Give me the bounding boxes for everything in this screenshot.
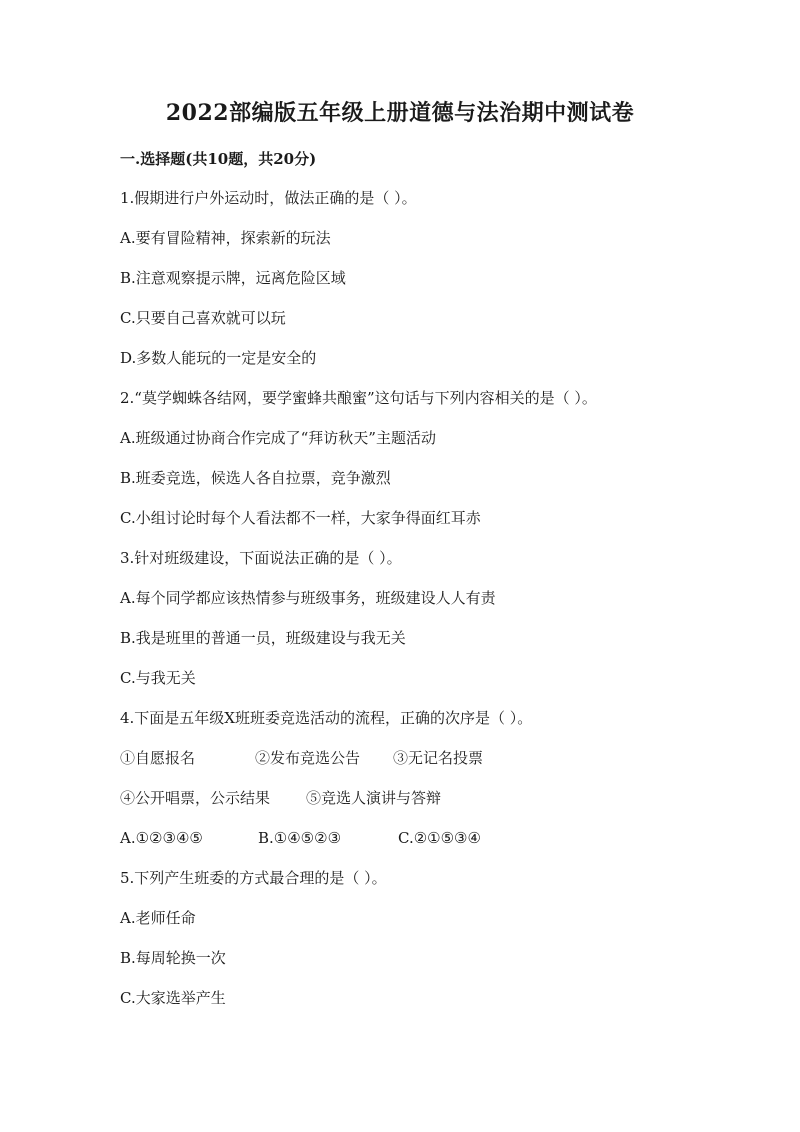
page-title: 2022部编版五年级上册道德与法治期中测试卷 — [165, 100, 635, 126]
question-1-stem: 1.假期进行户外运动时，做法正确的是（ ）。 — [120, 189, 417, 207]
question-3-option-c: C.与我无关 — [120, 669, 196, 687]
question-1-option-b: B.注意观察提示牌，远离危险区域 — [120, 269, 346, 287]
question-5-stem: 5.下列产生班委的方式最合理的是（ ）。 — [120, 869, 387, 887]
question-list — [120, 188, 720, 1028]
section-heading: 一.选择题(共10题，共20分) — [120, 150, 317, 168]
question-3-option-a: A.每个同学都应该热情参与班级事务，班级建设人人有责 — [120, 589, 496, 607]
question-2-option-a: A.班级通过协商合作完成了“拜访秋天”主题活动 — [120, 429, 436, 447]
question-4-stem: 4.下面是五年级X班班委竞选活动的流程，正确的次序是（ ）。 — [120, 709, 533, 727]
question-1-option-a: A.要有冒险精神，探索新的玩法 — [120, 229, 331, 247]
question-4-option-b: B.①④⑤②③ — [258, 829, 342, 847]
question-2-option-b: B.班委竞选，候选人各自拉票，竞争激烈 — [120, 469, 391, 487]
question-2-stem: 2.“莫学蜘蛛各结网，要学蜜蜂共酿蜜”这句话与下列内容相关的是（ ）。 — [120, 389, 597, 407]
question-5-option-a: A.老师任命 — [120, 909, 196, 927]
question-4-options — [120, 828, 720, 868]
question-3-option-b: B.我是班里的普通一员，班级建设与我无关 — [120, 629, 406, 647]
step-item: ①自愿报名 — [120, 749, 196, 767]
step-item: ④公开唱票，公示结果 — [120, 789, 271, 807]
step-item: ③无记名投票 — [393, 749, 484, 767]
question-5-option-c: C.大家选举产生 — [120, 989, 226, 1007]
question-4-steps-row-2 — [120, 788, 720, 828]
question-2-option-c: C.小组讨论时每个人看法都不一样，大家争得面红耳赤 — [120, 509, 481, 527]
question-5-option-b: B.每周轮换一次 — [120, 949, 226, 967]
question-4-option-c: C.②①⑤③④ — [398, 829, 481, 847]
step-item: ②发布竞选公告 — [255, 749, 361, 767]
step-item: ⑤竞选人演讲与答辩 — [306, 789, 442, 807]
question-4-option-a: A.①②③④⑤ — [120, 829, 203, 847]
question-3-stem: 3.针对班级建设，下面说法正确的是（ ）。 — [120, 549, 402, 567]
question-1-option-c: C.只要自己喜欢就可以玩 — [120, 309, 286, 327]
question-4-steps-row-1 — [120, 748, 720, 788]
question-1-option-d: D.多数人能玩的一定是安全的 — [120, 349, 317, 367]
